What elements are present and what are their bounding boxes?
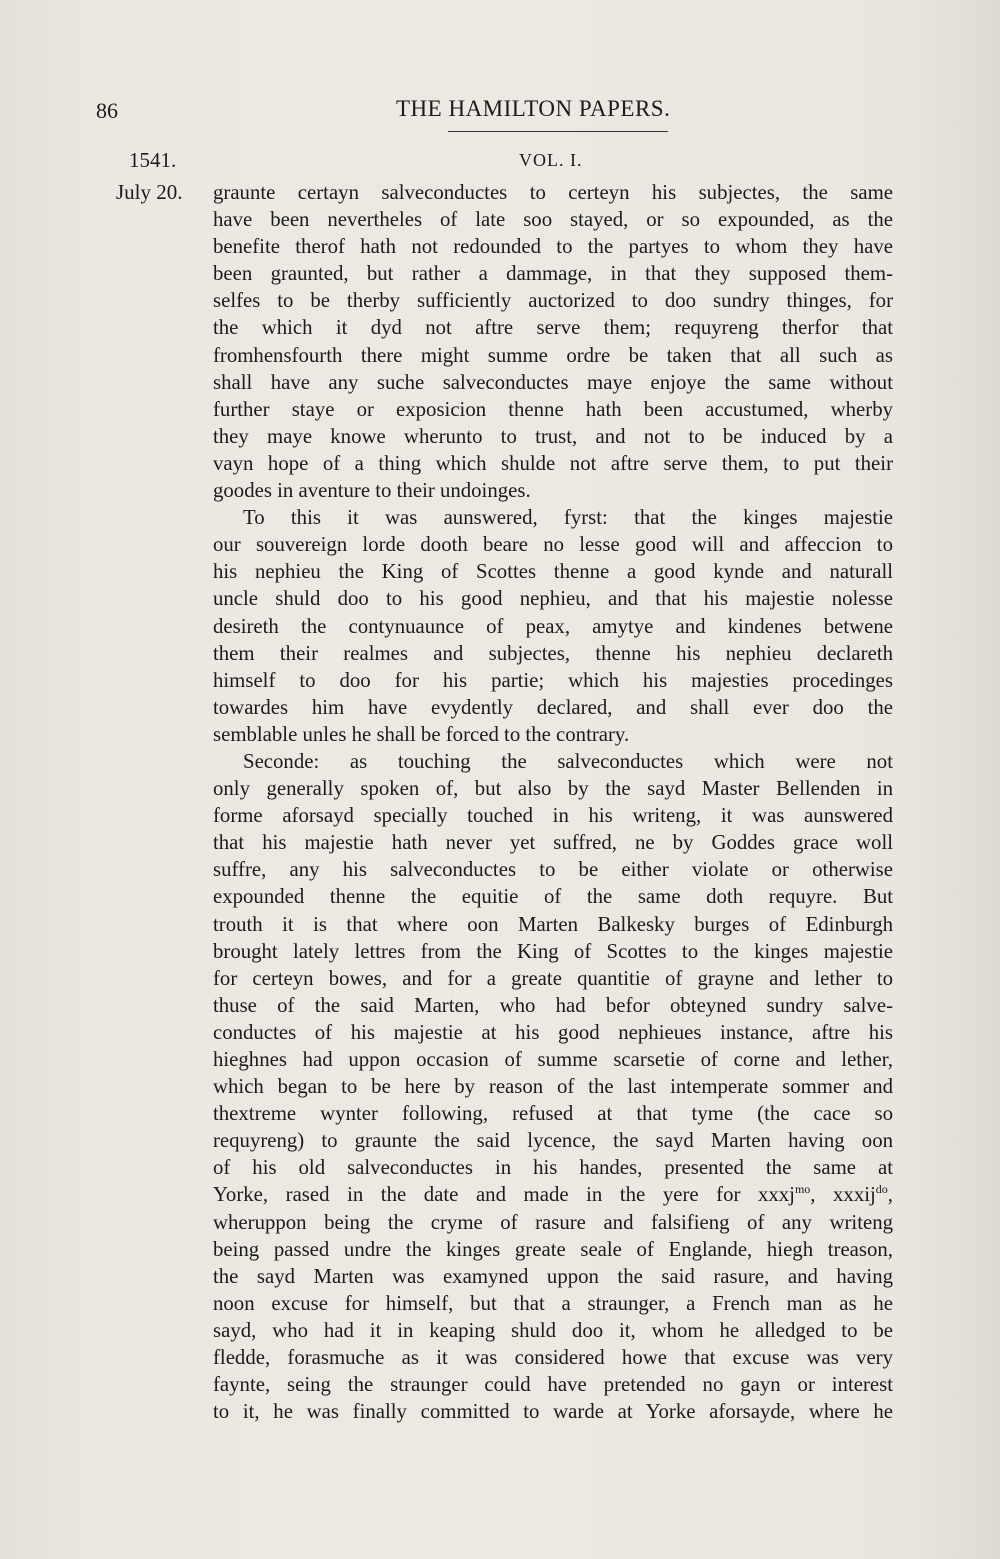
text-line: graunte certayn salveconductes to certeyn his subjectes, the same xyxy=(213,181,893,204)
text-line: of his old salveconductes in his handes, presented the same at xyxy=(213,1156,893,1180)
running-title: THE HAMILTON PAPERS. xyxy=(396,96,671,121)
text-line: To this it was aunswered, fyrst: that the kinges majestie xyxy=(243,506,893,530)
text-line: uncle shuld doo to his good nephieu, and that his majestie nolesse xyxy=(213,587,893,611)
text-line: selfes to be therby sufficiently auctorized to doo sundry thinges, for xyxy=(213,289,893,313)
text-line: vayn hope of a thing which shulde not aftre serve them, to put their xyxy=(213,451,893,475)
text-line: thextreme wynter following, refused at that tyme (the cace so xyxy=(213,1102,893,1126)
text-segment: , xyxy=(887,1183,893,1207)
volume-heading: VOL. I. xyxy=(519,150,583,170)
text-line: wheruppon being the cryme of rasure and falsifieng of any writeng xyxy=(213,1210,893,1234)
text-line: for certeyn bowes, and for a greate quantitie of grayne and lether to xyxy=(213,966,893,990)
text-line: which began to be here by reason of the last intemperate sommer and xyxy=(213,1075,893,1099)
text-segment: , xxxij xyxy=(810,1183,876,1207)
text-line: brought lately lettres from the King of Scottes to the kinges majestie xyxy=(213,939,893,963)
text-line: been graunted, but rather a dammage, in that they supposed them- xyxy=(213,262,893,286)
text-line: expounded thenne the equitie of the same doth requyre. But xyxy=(213,885,893,909)
text-line: hieghnes had uppon occasion of summe scarsetie of corne and lether, xyxy=(213,1048,893,1071)
text-line: conductes of his majestie at his good nephieues instance, aftre his xyxy=(213,1020,893,1044)
page-number: 86 xyxy=(96,98,118,123)
superscript: mo xyxy=(794,1182,811,1197)
text-line: requyreng) to graunte the said lycence, the sayd Marten having oon xyxy=(213,1129,893,1153)
text-line: to it, he was finally committed to warde at Yorke aforsayde, where he xyxy=(213,1400,893,1424)
text-line: they maye knowe wherunto to trust, and not to be induced by a xyxy=(213,424,893,448)
margin-date: July 20. xyxy=(116,180,183,204)
text-line: trouth it is that where oon Marten Balkesky burges of Edinburgh xyxy=(213,912,893,936)
text-line: fledde, forasmuche as it was considered howe that excuse was very xyxy=(213,1346,893,1370)
body-text xyxy=(213,179,893,1425)
text-line: the which it dyd not aftre serve them; requyreng therfor that xyxy=(213,316,893,340)
text-line: sayd, who had it in keaping shuld doo it, whom he alledged to be xyxy=(213,1318,893,1342)
text-line: benefite therof hath not redounded to the partyes to whom they have xyxy=(213,235,893,259)
text-line: shall have any suche salveconductes maye enjoye the same without xyxy=(213,370,893,394)
text-line: semblable unles he shall be forced to the contrary. xyxy=(213,722,630,746)
text-line: being passed undre the kinges greate seale of Englande, hiegh treason, xyxy=(213,1237,893,1261)
text-line: them their realmes and subjectes, thenne his nephieu declareth xyxy=(213,641,893,665)
text-line: that his majestie hath never yet suffred, ne by Goddes grace woll xyxy=(213,831,893,855)
superscript: do xyxy=(875,1182,888,1197)
text-line: further staye or exposicion thenne hath been accustumed, wherby xyxy=(213,397,893,421)
text-line: have been nevertheles of late soo stayed, or so expounded, as the xyxy=(213,208,893,232)
text-line: goodes in aventure to their undoinges. xyxy=(213,479,531,503)
text-line: Seconde: as touching the salveconductes which were not xyxy=(243,749,893,773)
text-segment: Yorke, rased in the date and made in the yere for xxxj xyxy=(213,1183,795,1207)
header-rule xyxy=(448,131,668,132)
text-line: forme aforsayd specially touched in his writeng, it was aunswered xyxy=(213,804,893,828)
year-heading: 1541. xyxy=(129,148,177,172)
text-line: fromhensfourth there might summe ordre be taken that all such as xyxy=(213,343,893,367)
text-line: his nephieu the King of Scottes thenne a good kynde and naturall xyxy=(213,560,893,584)
text-line: thuse of the said Marten, who had befor obteyned sundry salve- xyxy=(213,993,893,1017)
text-line: faynte, seing the straunger could have pretended no gayn or interest xyxy=(213,1373,893,1397)
text-line: only generally spoken of, but also by the sayd Master Bellenden in xyxy=(213,777,893,801)
text-line: himself to doo for his partie; which his majesties procedinges xyxy=(213,668,893,692)
text-line: noon excuse for himself, but that a straunger, a French man as he xyxy=(213,1291,893,1315)
text-line: our souvereign lorde dooth beare no lesse good will and affeccion to xyxy=(213,533,893,557)
text-line: the sayd Marten was examyned uppon the said rasure, and having xyxy=(213,1264,893,1288)
text-line: towardes him have evydently declared, and shall ever doo the xyxy=(213,695,893,719)
text-line-superscripts xyxy=(213,1181,893,1208)
page-header xyxy=(96,96,896,136)
text-line: suffre, any his salveconductes to be either violate or otherwise xyxy=(213,858,893,882)
text-line: desireth the contynuaunce of peax, amytye and kindenes betwene xyxy=(213,614,893,638)
